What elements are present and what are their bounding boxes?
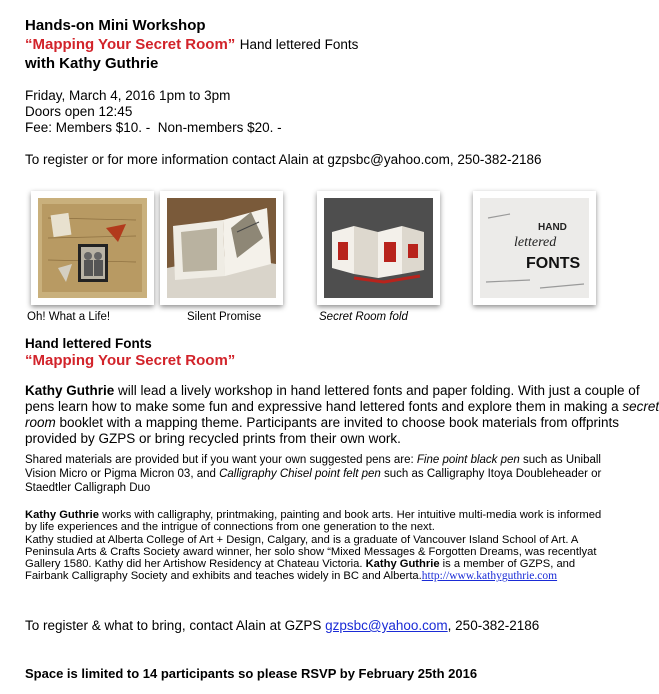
caption-secret-room-fold: Secret Room fold bbox=[319, 311, 408, 323]
date-line: Friday, March 4, 2016 1pm to 3pm bbox=[25, 88, 231, 103]
intro-italic-room: room bbox=[25, 415, 56, 430]
materials-paragraph bbox=[25, 453, 645, 495]
open-book-photo-icon bbox=[167, 198, 276, 298]
section-heading: Hand lettered Fonts bbox=[25, 336, 152, 351]
bio-text-5-end: is a member of GZPS, and bbox=[439, 558, 576, 571]
bio-text-5: Gallery 1580. Kathy did her Artishow Residency at Chateau Victoria. bbox=[25, 558, 366, 571]
bio-text-3: Kathy studied at Alberta College of Art + Design, Calgary, and is a graduate of Vancouver Island School of Art. A bbox=[25, 533, 579, 546]
thumbnail-silent-promise bbox=[160, 191, 283, 305]
workshop-title bbox=[25, 36, 358, 54]
thumbnail-oh-what-a-life bbox=[31, 191, 154, 305]
bio-text-2: by life experiences and the intrigue of connections from one generation to the next. bbox=[25, 521, 435, 534]
intro-text-1: will lead a lively workshop in hand lettered fonts and paper folding. With just a couple of bbox=[114, 383, 640, 398]
intro-paragraph bbox=[25, 383, 659, 447]
svg-text:HAND: HAND bbox=[538, 222, 567, 233]
materials-text-1-end: such as Uniball bbox=[519, 454, 601, 466]
contact-line: To register or for more information contact Alain at gzpsbc@yahoo.com, 250-382-2186 bbox=[25, 152, 542, 167]
register-line bbox=[25, 618, 539, 634]
rsvp-notice: Space is limited to 14 participants so please RSVP by February 25th 2016 bbox=[25, 666, 478, 681]
title-red: “Mapping Your Secret Room” bbox=[25, 36, 236, 53]
materials-text-2-end: such as Calligraphy Itoya Doubleheader or bbox=[380, 468, 602, 480]
caption-oh-what-a-life: Oh! What a Life! bbox=[27, 311, 111, 323]
email-link[interactable]: gzpsbc@yahoo.com bbox=[325, 618, 448, 633]
register-phone: , 250-382-2186 bbox=[447, 618, 540, 633]
materials-italic-2: Calligraphy Chisel point felt pen bbox=[219, 468, 381, 480]
bio-name: Kathy Guthrie bbox=[25, 509, 99, 521]
intro-text-4: provided by GZPS or bring recycled prints from their own work. bbox=[25, 431, 401, 446]
instructor-line: with Kathy Guthrie bbox=[25, 55, 159, 72]
intro-text-2: pens learn how to make some fun and expressive hand lettered fonts and explore them in making a bbox=[25, 399, 623, 414]
bio-text-6: Fairbank Calligraphy Society and exhibits and teaches widely in BC and Alberta. bbox=[25, 570, 422, 583]
materials-text-1: Shared materials are provided but if you want your own suggested pens are: bbox=[25, 454, 417, 466]
bio-name-2: Kathy Guthrie bbox=[365, 558, 440, 571]
collage-photo-icon bbox=[38, 198, 147, 298]
thumbnail-hand-lettered-fonts bbox=[473, 191, 596, 305]
intro-text-3: booklet with a mapping theme. Participants are invited to choose book materials from offprints bbox=[55, 415, 620, 430]
doors-line: Doors open 12:45 bbox=[25, 104, 133, 119]
folded-book-photo-icon bbox=[324, 198, 433, 298]
thumbnail-secret-room-fold bbox=[317, 191, 440, 305]
fee-line: Fee: Members $10. - Non-members $20. - bbox=[25, 120, 282, 135]
website-link[interactable]: http://www.kathyguthrie.com bbox=[421, 570, 558, 583]
instructor-name: Kathy Guthrie bbox=[25, 383, 115, 398]
bio-text-4: Peninsula Arts & Crafts Society award winner, her solo show “Mixed Messages & Forgotten Dreams, was recentlyat bbox=[25, 545, 597, 558]
materials-italic-1: Fine point black pen bbox=[416, 454, 520, 466]
title-suffix: Hand lettered Fonts bbox=[239, 37, 359, 52]
intro-italic-secret: secret bbox=[622, 399, 659, 414]
section-heading-red: “Mapping Your Secret Room” bbox=[25, 352, 236, 369]
hand-lettered-fonts-photo-icon bbox=[480, 198, 589, 298]
svg-text:lettered: lettered bbox=[514, 235, 557, 250]
caption-silent-promise: Silent Promise bbox=[187, 311, 262, 323]
bio-text-1: works with calligraphy, printmaking, painting and book arts. Her intuitive multi-media work is informed bbox=[98, 509, 602, 521]
bio-paragraph bbox=[25, 509, 645, 583]
materials-text-2: Vision Micro or Pigma Micron 03, and bbox=[25, 468, 220, 480]
register-text: To register & what to bring, contact Alain at GZPS bbox=[25, 618, 326, 633]
workshop-label: Hands-on Mini Workshop bbox=[25, 17, 206, 34]
svg-text:FONTS: FONTS bbox=[526, 255, 581, 272]
materials-text-3: Staedtler Calligraph Duo bbox=[25, 482, 151, 494]
